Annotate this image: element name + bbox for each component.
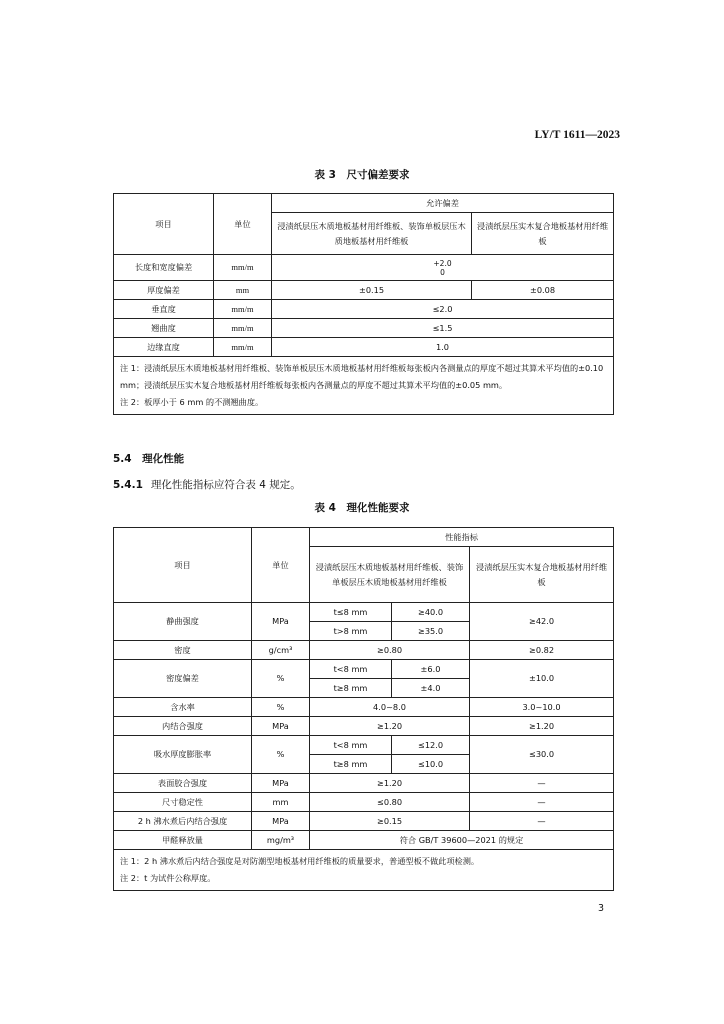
t4-item-bending: 静曲强度 — [114, 603, 252, 641]
t4-value: ±10.0 — [470, 660, 614, 698]
t4-item-boil-bond: 2 h 沸水煮后内结合强度 — [114, 812, 252, 831]
t4-header-performance: 性能指标 — [310, 528, 614, 547]
standard-code: LY/T 1611—2023 — [534, 129, 620, 141]
t3-row-unit: mm/m — [214, 338, 272, 357]
t3-row-unit: mm/m — [214, 255, 272, 281]
page-number: 3 — [597, 903, 604, 914]
t4-item-dimensional-stability: 尺寸稳定性 — [114, 793, 252, 812]
t3-row-item: 长度和宽度偏差 — [114, 255, 214, 281]
section-5-4-heading: 5.4 理化性能 — [113, 453, 185, 465]
t4-item-swelling: 吸水厚度膨胀率 — [114, 736, 252, 774]
t4-unit: g/cm³ — [252, 641, 310, 660]
t4-header-col1: 浸渍纸层压木质地板基材用纤维板、装饰单板层压木质地板基材用纤维板 — [310, 547, 470, 603]
t3-row-value: ±0.15 — [272, 281, 472, 300]
t4-header-item: 项目 — [114, 528, 252, 603]
t4-value: 3.0~10.0 — [470, 698, 614, 717]
t4-value: ≥42.0 — [470, 603, 614, 641]
t4-value: ≥1.20 — [470, 717, 614, 736]
t4-value: ≤10.0 — [392, 755, 470, 774]
t4-value: ±6.0 — [392, 660, 470, 679]
t4-item-formaldehyde: 甲醛释放量 — [114, 831, 252, 850]
t4-unit: mm — [252, 793, 310, 812]
t4-condition: t≥8 mm — [310, 679, 392, 698]
t3-note-1: 注 1：浸渍纸层压木质地板基材用纤维板、装饰单板层压木质地板基材用纤维板每张板内各测量点的厚度不超过其算术平均值的±0.10 mm；浸渍纸层压实木复合地板基材用纤维板每张板内各测量点的厚度不超过其算术平均值的±0.05 mm。 — [120, 363, 604, 390]
t4-notes — [114, 850, 614, 891]
t3-row-item: 边缘直度 — [114, 338, 214, 357]
t3-row-value: ≤2.0 — [272, 300, 614, 319]
t4-value: — — [470, 774, 614, 793]
t4-value: ≥1.20 — [310, 774, 470, 793]
t4-value: ≥40.0 — [392, 603, 470, 622]
t4-header-col2: 浸渍纸层压实木复合地板基材用纤维板 — [470, 547, 614, 603]
t4-condition: t≥8 mm — [310, 755, 392, 774]
t3-note-2: 注 2：板厚小于 6 mm 的不测翘曲度。 — [120, 397, 264, 407]
t4-note-1: 注 1：2 h 沸水煮后内结合强度是对防潮型地板基材用纤维板的质量要求，普通型板不做此项检测。 — [120, 856, 480, 866]
t3-header-allowance: 允许偏差 — [272, 194, 614, 213]
t4-unit: % — [252, 736, 310, 774]
t3-row-value: 1.0 — [272, 338, 614, 357]
table4-caption: 表 4 理化性能要求 — [314, 502, 410, 514]
table3-dimension-tolerance — [113, 193, 614, 415]
t4-condition: t<8 mm — [310, 736, 392, 755]
t4-value: ±4.0 — [392, 679, 470, 698]
tolerance-upper: +2.0 — [433, 258, 452, 268]
t4-value: ≥1.20 — [310, 717, 470, 736]
t4-unit: MPa — [252, 603, 310, 641]
t4-unit: mg/m³ — [252, 831, 310, 850]
tolerance-lower: 0 — [440, 267, 445, 277]
t4-item-moisture: 含水率 — [114, 698, 252, 717]
t3-row-item: 翘曲度 — [114, 319, 214, 338]
t4-unit: MPa — [252, 717, 310, 736]
t4-unit: % — [252, 660, 310, 698]
section-5-4-1 — [113, 477, 301, 492]
t4-condition: t<8 mm — [310, 660, 392, 679]
t4-item-density-deviation: 密度偏差 — [114, 660, 252, 698]
t4-value: 符合 GB/T 39600—2021 的规定 — [310, 831, 614, 850]
t3-header-unit: 单位 — [214, 194, 272, 255]
t3-notes — [114, 357, 614, 415]
t4-value: ≤0.80 — [310, 793, 470, 812]
t4-condition: t>8 mm — [310, 622, 392, 641]
table4-physical-chemical — [113, 527, 614, 891]
t3-row-unit: mm/m — [214, 300, 272, 319]
t3-row-item: 厚度偏差 — [114, 281, 214, 300]
t3-row-item: 垂直度 — [114, 300, 214, 319]
t3-row-value: ±0.08 — [472, 281, 614, 300]
t4-value: 4.0~8.0 — [310, 698, 470, 717]
t4-item-density: 密度 — [114, 641, 252, 660]
t4-note-2: 注 2：t 为试件公称厚度。 — [120, 873, 216, 883]
t4-value: ≥35.0 — [392, 622, 470, 641]
t4-unit: % — [252, 698, 310, 717]
t4-value: — — [470, 793, 614, 812]
t4-value: ≤30.0 — [470, 736, 614, 774]
t3-row-value — [272, 255, 614, 281]
t4-item-surface-bond: 表面胶合强度 — [114, 774, 252, 793]
t4-item-internal-bond: 内结合强度 — [114, 717, 252, 736]
t3-header-item: 项目 — [114, 194, 214, 255]
t4-header-unit: 单位 — [252, 528, 310, 603]
t4-value: ≥0.15 — [310, 812, 470, 831]
t4-value: ≥0.80 — [310, 641, 470, 660]
t4-condition: t≤8 mm — [310, 603, 392, 622]
t3-header-col2: 浸渍纸层压实木复合地板基材用纤维板 — [472, 213, 614, 255]
t4-unit: MPa — [252, 812, 310, 831]
t4-value: ≤12.0 — [392, 736, 470, 755]
section-5-4-1-text: 理化性能指标应符合表 4 规定。 — [150, 479, 301, 491]
section-5-4-1-number: 5.4.1 — [113, 479, 143, 491]
t4-value: — — [470, 812, 614, 831]
t3-row-unit: mm/m — [214, 319, 272, 338]
t3-row-value: ≤1.5 — [272, 319, 614, 338]
table3-caption: 表 3 尺寸偏差要求 — [314, 169, 410, 181]
t4-value: ≥0.82 — [470, 641, 614, 660]
t3-row-unit: mm — [214, 281, 272, 300]
t4-unit: MPa — [252, 774, 310, 793]
t3-header-col1: 浸渍纸层压木质地板基材用纤维板、装饰单板层压木质地板基材用纤维板 — [272, 213, 472, 255]
